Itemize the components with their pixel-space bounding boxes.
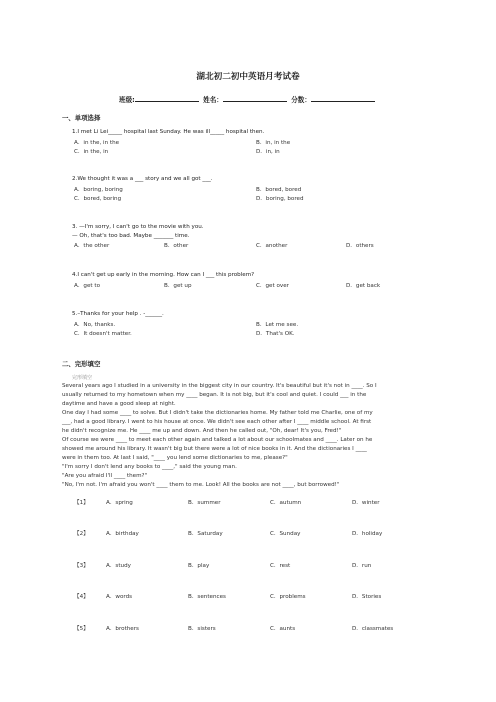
question-2-option-b[interactable]: B．bored, bored [256, 187, 302, 193]
question-4-stem: 4.I can't get up early in the morning. How can I ___ this problem? [72, 272, 255, 278]
passage-line: were in them too. At last I said, "____ you lend some dictionaries to me, please?" [62, 455, 288, 461]
question-5-option-c[interactable]: C．It doesn't matter. [74, 331, 132, 337]
passage-line: "I'm sorry I don't lend any books to ____," said the young man. [62, 464, 237, 470]
question-4-option-a[interactable]: A．get to [74, 283, 100, 289]
question-1-stem: 1.I met Li Lei_____ hospital last Sunday. He was ill_____ hospital then. [72, 129, 265, 135]
cloze-row-4-option-c[interactable]: C．problems [270, 594, 306, 600]
question-3-option-a[interactable]: A．the other [74, 243, 110, 249]
question-1-option-c[interactable]: C．in the, in [74, 149, 109, 155]
score-blank[interactable] [311, 95, 375, 102]
passage-line: Several years ago I studied in a university in the biggest city in our country. It's beautiful but it's not in ____. So I [62, 383, 377, 389]
question-1-option-d[interactable]: D．in, in [256, 149, 280, 155]
cloze-row-1-option-a[interactable]: A．spring [106, 500, 133, 506]
passage-line: showed me around his library. It wasn't big but there were a lot of nice books in it. And the dictionaries I ____ [62, 446, 367, 452]
cloze-row-1-option-c[interactable]: C．autumn [270, 500, 302, 506]
question-3-option-b[interactable]: B．other [164, 243, 189, 249]
cloze-row-5-option-b[interactable]: B．sisters [188, 626, 216, 632]
cloze-row-4-label: 【4】 [74, 594, 89, 600]
cloze-row-2-option-a[interactable]: A．birthday [106, 531, 139, 537]
cloze-row-1-option-d[interactable]: D．winter [352, 500, 380, 506]
passage-line: "Are you afraid I'll ____ them?" [62, 473, 148, 479]
question-5-option-b[interactable]: B．Let me see. [256, 322, 299, 328]
cloze-row-1-option-b[interactable]: B．summer [188, 500, 221, 506]
cloze-row-3-option-a[interactable]: A．study [106, 563, 131, 569]
cloze-row-4-option-b[interactable]: B．sentences [188, 594, 226, 600]
passage-line: "No, I'm not. I'm afraid you won't ____ them to me. Look! All the books are not ____, but borrowed!" [62, 482, 340, 488]
score-label: 分数： [291, 96, 311, 104]
class-blank[interactable] [135, 95, 199, 102]
passage-line: Of course we were ____ to meet each other again and talked a lot about our schoolmates and ____. Later on he [62, 437, 373, 443]
passage-line: daytime and have a good sleep at night. [62, 401, 176, 407]
cloze-row-5-label: 【5】 [74, 626, 89, 632]
question-2-option-a[interactable]: A．boring, boring [74, 187, 123, 193]
cloze-row-5-option-a[interactable]: A．brothers [106, 626, 139, 632]
question-3-option-c[interactable]: C．another [256, 243, 288, 249]
section-heading-cloze: 二、完形填空 [62, 360, 101, 368]
cloze-row-3-option-b[interactable]: B．play [188, 563, 210, 569]
question-2-option-c[interactable]: C．bored, boring [74, 196, 122, 202]
question-2-option-d[interactable]: D．boring, bored [256, 196, 304, 202]
student-info-line [0, 94, 496, 104]
cloze-row-2-option-b[interactable]: B．Saturday [188, 531, 223, 537]
page-title: 湖北初二初中英语月考试卷 [196, 72, 300, 82]
question-5-option-d[interactable]: D．That's OK. [256, 331, 295, 337]
question-3-stem: 3. —I'm sorry, I can't go to the movie with you. [72, 224, 204, 230]
question-4-option-b[interactable]: B．get up [164, 283, 192, 289]
passage-line: he didn't recognize me. He ____ me up and down. And then he called out, "Oh, dear! It's you, Fred!" [62, 428, 342, 434]
question-4-option-d[interactable]: D．get back [346, 283, 381, 289]
section-heading-single-choice: 一、单项选择 [62, 114, 101, 122]
question-4-option-c[interactable]: C．get over [256, 283, 289, 289]
name-blank[interactable] [223, 95, 287, 102]
cloze-row-4-option-a[interactable]: A．words [106, 594, 133, 600]
cloze-row-2-option-d[interactable]: D．holiday [352, 531, 383, 537]
cloze-row-1-label: 【1】 [74, 500, 89, 506]
cloze-sublabel: 完形填空 [72, 375, 93, 381]
class-label: 班级: [119, 96, 135, 104]
cloze-row-4-option-d[interactable]: D．Stories [352, 594, 382, 600]
passage-line: One day I had some ____ to solve. But I didn't take the dictionaries home. My father told me Charlie, one of my [62, 410, 373, 416]
question-5-option-a[interactable]: A．No, thanks. [74, 322, 116, 328]
cloze-row-5-option-d[interactable]: D．classmates [352, 626, 394, 632]
question-2-stem: 2.We thought it was a ___ story and we all got ___. [72, 176, 213, 182]
cloze-row-5-option-c[interactable]: C．aunts [270, 626, 296, 632]
question-3-option-d[interactable]: D．others [346, 243, 374, 249]
question-5-stem: 5.–Thanks for your help . -______. [72, 311, 164, 317]
question-1-option-b[interactable]: B．in, in the [256, 140, 291, 146]
passage-line: ___, had a good library. I went to his house at once. We didn't see each other after I ____ middle school. At first [62, 419, 372, 425]
cloze-row-3-option-d[interactable]: D．run [352, 563, 372, 569]
cloze-row-2-option-c[interactable]: C．Sunday [270, 531, 301, 537]
question-1-option-a[interactable]: A．in the, in the [74, 140, 120, 146]
cloze-row-3-label: 【3】 [74, 563, 89, 569]
cloze-row-2-label: 【2】 [74, 531, 89, 537]
name-label: 姓名： [203, 96, 223, 104]
cloze-row-3-option-c[interactable]: C．rest [270, 563, 291, 569]
passage-line: usually returned to my hometown when my ____ began. It is not big, but it's cool and quiet. I could ___ in the [62, 392, 367, 398]
question-3-stem-line-2: — Oh, that's too bad. Maybe _______ time. [72, 233, 190, 239]
